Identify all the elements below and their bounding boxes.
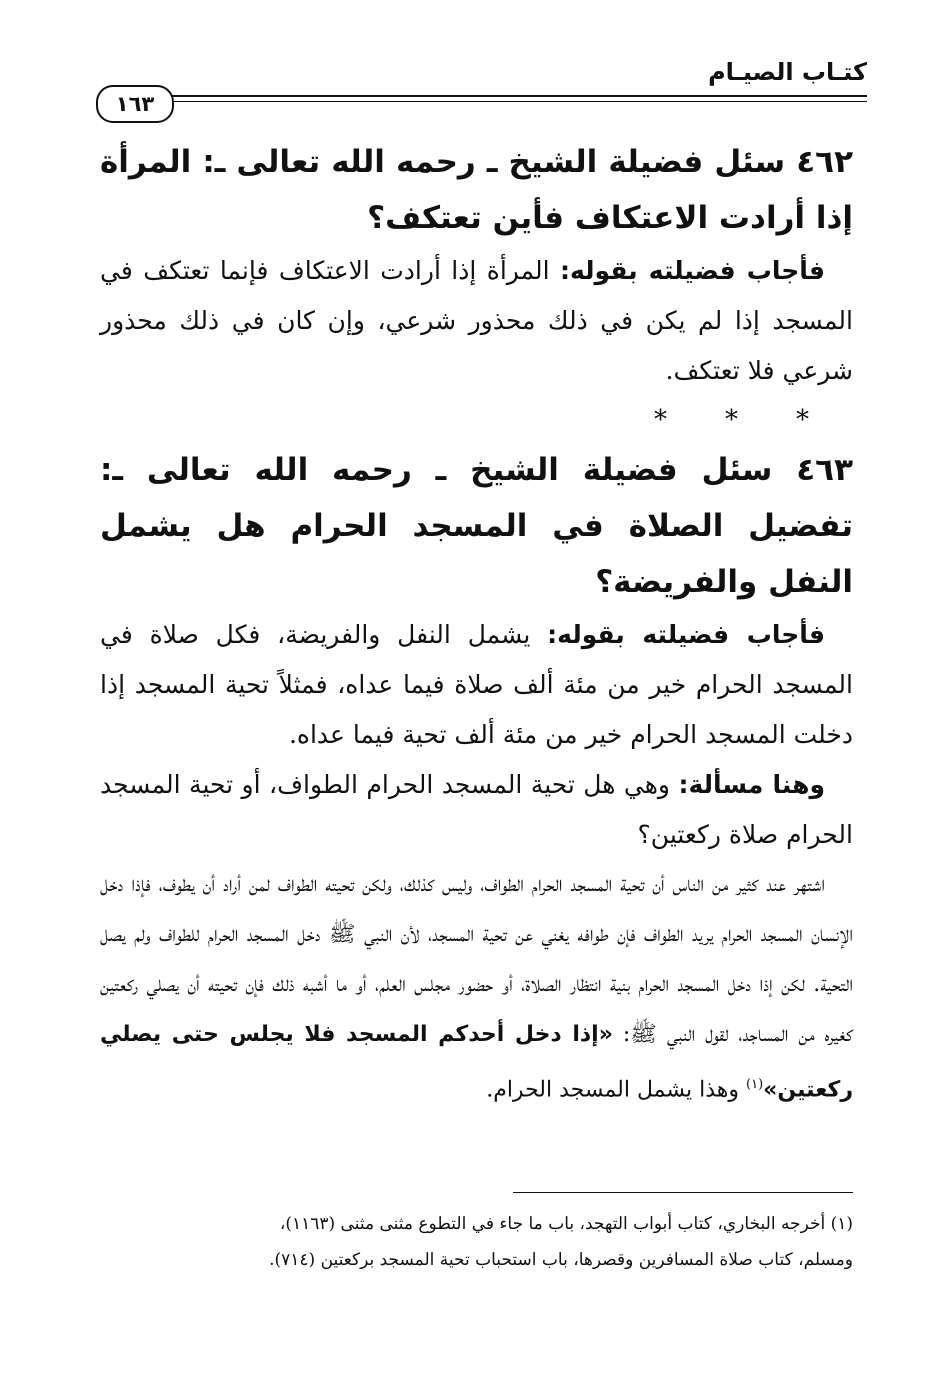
asterisk-icon: * (796, 405, 839, 435)
question-463: ٤٦٣ سئل فضيلة الشيخ ـ رحمه الله تعالى ـ: تفضيل الصلاة في المسجد الحرام هل يشمل النفل والفريضة؟ (100, 452, 853, 600)
section-separator (100, 400, 853, 440)
page-number: ١٦٣ (96, 85, 174, 123)
answer-lead: فأجاب فضيلته بقوله: (560, 256, 826, 285)
closing-text: وهذا يشمل المسجد الحرام. (486, 1077, 739, 1103)
answer-text: يشمل النفل والفريضة، فكل صلاة في المسجد الحرام خير من مئة ألف صلاة فيما عداه، فمثلاً تحية المسجد إذا دخلت المسجد الحرام خير من مئة ألف تحية فيما عداه. (100, 620, 853, 749)
footnotes (100, 1206, 853, 1278)
issue-paragraph (100, 760, 853, 860)
answer-text: المرأة إذا أرادت الاعتكاف فإنما تعتكف في المسجد إذا لم يكن في ذلك محذور شرعي، وإن كان في ذلك محذور شرعي فلا تعتكف. (100, 256, 853, 385)
footnote-1-line-1: (١) أخرجه البخاري، كتاب أبواب التهجد، باب ما جاء في التطوع مثنى مثنى (١١٦٣)، (279, 1214, 853, 1234)
issue-lead: وهنا مسألة: (678, 770, 825, 799)
hadith-quote: «إذا دخل أحدكم المسجد فلا يجلس حتى يصلي ركعتين» (100, 1022, 853, 1103)
answer-462 (100, 246, 853, 396)
footnote-divider (513, 1192, 853, 1193)
answer-463 (100, 610, 853, 760)
discussion-paragraph (100, 860, 853, 1115)
footnote-1-line-2: ومسلم، كتاب صلاة المسافرين وقصرها، باب استحباب تحية المسجد بركعتين (٧١٤). (269, 1250, 853, 1270)
header-rule (168, 95, 867, 97)
header-rule-thin (168, 101, 867, 102)
discussion-text: اشتهر عند كثير من الناس أن تحية المسجد الحرام الطواف، وليس كذلك، ولكن تحيته الطواف لمن أراد أن يطوف، فإذا دخل الإنسان المسجد الحرام يريد الطواف فإن طوافه يغني عن تحية المسجد، لأن النبي ﷺ دخل المسجد الحرام للطواف ولم يصل التحية. لكن إذا دخل المسجد الحرام بنية انتظار الصلاة، أو حضور مجلس العلم، أو ما أشبه ذلك فإن تحيته أن يصلي ركعتين كغيره من المساجد، لقول النبي ﷺ: (100, 872, 853, 1047)
asterisk-icon: * (654, 405, 697, 435)
page-body (100, 134, 853, 1115)
answer-lead: فأجاب فضيلته بقوله: (547, 620, 825, 649)
issue-text: وهي هل تحية المسجد الحرام الطواف، أو تحية المسجد الحرام صلاة ركعتين؟ (100, 770, 853, 849)
question-462: ٤٦٢ سئل فضيلة الشيخ ـ رحمه الله تعالى ـ: المرأة إذا أرادت الاعتكاف فأين تعتكف؟ (100, 144, 853, 236)
running-title: كتـاب الصيـام (708, 58, 867, 86)
asterisk-icon: * (725, 405, 768, 435)
footnote-marker[interactable]: (١) (746, 1077, 764, 1092)
